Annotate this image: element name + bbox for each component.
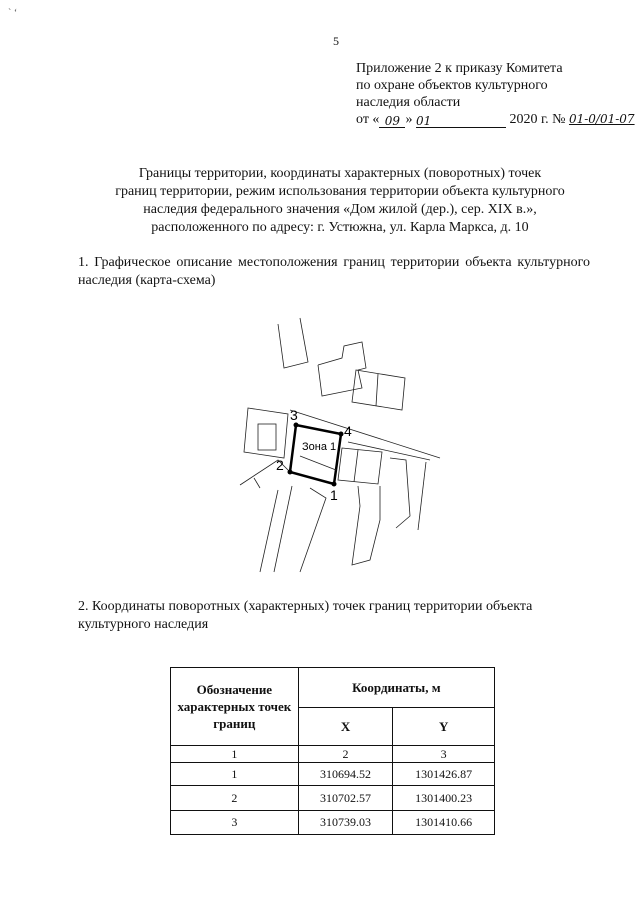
appendix-line-2: по охране объектов культурного bbox=[356, 78, 548, 93]
appendix-line-1: Приложение 2 к приказу Комитета bbox=[356, 61, 563, 76]
col-x-header: X bbox=[298, 708, 393, 746]
vertex-1 bbox=[332, 482, 337, 487]
date-year-number: 2020 г. № bbox=[509, 112, 566, 127]
vertex-3 bbox=[294, 423, 299, 428]
point-label-3: 3 bbox=[290, 407, 298, 423]
table-index-row bbox=[171, 746, 495, 763]
appendix-date-line bbox=[356, 111, 635, 128]
vertex-2 bbox=[288, 470, 293, 475]
zone-label: Зона 1 bbox=[302, 441, 337, 453]
boundary-map bbox=[230, 310, 450, 575]
document-title bbox=[60, 165, 620, 237]
y-cell: 1301410.66 bbox=[393, 811, 495, 835]
scan-marks: ` ʻ bbox=[8, 8, 18, 19]
point-label-1: 1 bbox=[330, 487, 338, 503]
page-number: 5 bbox=[333, 34, 339, 48]
date-day-close: » bbox=[405, 112, 413, 127]
index-cell: 2 bbox=[298, 746, 393, 763]
appendix-header bbox=[356, 60, 635, 128]
title-line-3: наследия федерального значения «Дом жилой (дер.), сер. XIX в.», bbox=[143, 202, 537, 217]
point-cell: 2 bbox=[171, 786, 299, 811]
x-cell: 310739.03 bbox=[298, 811, 393, 835]
point-cell: 3 bbox=[171, 811, 299, 835]
table-row bbox=[171, 811, 495, 835]
y-cell: 1301400.23 bbox=[393, 786, 495, 811]
col-y-header: Y bbox=[393, 708, 495, 746]
index-cell: 3 bbox=[393, 746, 495, 763]
title-line-1: Границы территории, координаты характерных (поворотных) точек bbox=[138, 166, 542, 181]
x-cell: 310702.57 bbox=[298, 786, 393, 811]
point-label-4: 4 bbox=[344, 423, 352, 439]
section-1-heading: 1. Графическое описание местоположения границ территории объекта культурного наследия (карта-схема) bbox=[78, 255, 590, 288]
title-line-4: расположенного по адресу: г. Устюжна, ул. Карла Маркса, д. 10 bbox=[151, 220, 529, 235]
date-day-field bbox=[379, 113, 405, 128]
col-designation-header: Обозначение характерных точек границ bbox=[171, 668, 299, 746]
table-header-row bbox=[171, 668, 495, 708]
date-prefix: от « bbox=[356, 112, 380, 127]
table-row bbox=[171, 786, 495, 811]
x-cell: 310694.52 bbox=[298, 763, 393, 786]
y-cell: 1301426.87 bbox=[393, 763, 495, 786]
index-cell: 1 bbox=[171, 746, 299, 763]
point-cell: 1 bbox=[171, 763, 299, 786]
inner-line bbox=[300, 456, 336, 470]
col-coords-header: Координаты, м bbox=[298, 668, 494, 708]
appendix-line-3: наследия области bbox=[356, 95, 461, 110]
title-line-2: границ территории, режим использования территории объекта культурного bbox=[115, 184, 565, 199]
date-month-field bbox=[416, 113, 506, 128]
coordinates-table bbox=[170, 667, 495, 835]
table-row bbox=[171, 763, 495, 786]
territory-boundary bbox=[290, 425, 341, 484]
date-month: 01 bbox=[415, 114, 432, 128]
section-2-heading: 2. Координаты поворотных (характерных) точек границ территории объекта культурного наследия bbox=[78, 599, 533, 632]
point-label-2: 2 bbox=[276, 457, 284, 473]
vertex-4 bbox=[339, 432, 344, 437]
doc-number: 01-0/01-07 bbox=[568, 112, 635, 126]
date-day: 09 bbox=[384, 114, 401, 128]
